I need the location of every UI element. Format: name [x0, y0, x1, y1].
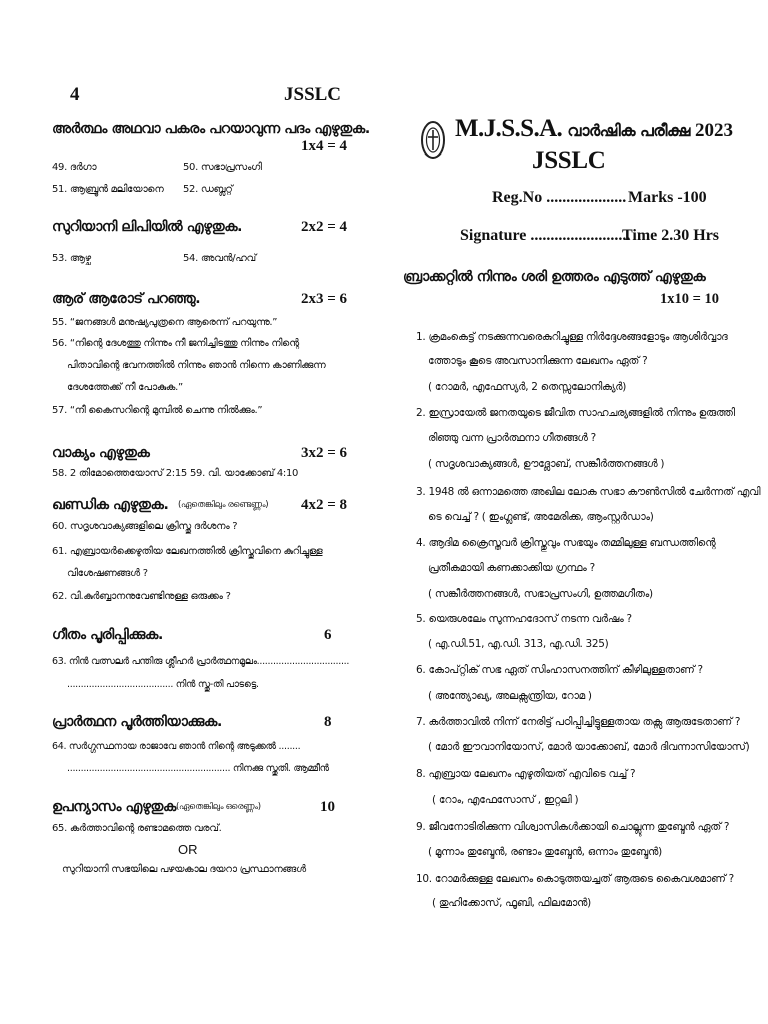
question-item: 62. വി.കുർബ്ബാനനുവേണ്ടിനുള്ള ഒരുക്കം ?	[52, 591, 231, 602]
question-line: പിതാവിന്റെ ഭവനത്തിൽ നിന്നും ഞാൻ നിന്നെ കാണിക്കുന്ന	[67, 360, 326, 371]
question-item: 56. “നിന്റെ ദേശത്തു നിന്നും നീ ജനിച്ചിടത്തു നിന്നും നിന്റെ	[52, 338, 299, 349]
question-line: ടെ വെച്ച് ? ( ഇംഗ്ലണ്ട്, അമേരിക്ക, ആംസ്റ്റർഡാം)	[428, 511, 654, 523]
section-heading-meanings: അർത്ഥം അഥവാ പകരം പറയാവുന്ന പദം എഴുതുക.	[52, 121, 370, 137]
section-marks: 10	[320, 799, 335, 815]
section-heading-who-said: ആര് ആരോട് പറഞ്ഞു.	[52, 291, 201, 307]
question-item: 60. സദൃശവാക്യങ്ങളിലെ ക്രിസ്തു ദർശനം ?	[52, 521, 238, 532]
answer-options: ( റോം, എഫേസോസ് , ഇറ്റലി )	[432, 794, 579, 806]
answer-options: ( എ.ഡി.51, എ.ഡി. 313, എ.ഡി. 325)	[428, 638, 609, 650]
section-heading-song: ഗീതം പൂരിപ്പിക്കുക.	[52, 627, 163, 643]
section-marks: 6	[324, 627, 332, 643]
section-marks: 2x2 = 4	[301, 219, 348, 235]
section-heading-verses: വാക്യം എഴുതുക	[52, 445, 150, 461]
question-item: 58. 2 തിമോത്തെയോസ് 2:15	[52, 468, 187, 479]
answer-options: ( അന്ത്യോഖ്യ, അലക്സന്ത്രിയ, റോമ )	[428, 690, 592, 702]
exam-org: M.J.S.S.A.	[455, 115, 563, 142]
section-heading-essay: ഉപന്യാസം എഴുതുക	[52, 799, 176, 815]
question-item: സുറിയാനി സഭയിലെ പഴയകാല ദയറാ പ്രസ്ഥാനങ്ങൾ	[62, 864, 306, 875]
question-item: 49. ദർഗാ	[52, 162, 97, 173]
section-marks: 4x2 = 8	[301, 497, 348, 513]
question-line: ....................................... നിൻ സ്തു-തി പാടട്ടെ.	[67, 679, 259, 690]
question-item: 54. അവൻ/ഹവ്	[183, 253, 256, 264]
question-item: 2. ഇസ്രായേൽ ജനതയുടെ ജീവിത സാഹചര്യങ്ങളിൽ നിന്നും ഉരുത്തി	[416, 407, 735, 419]
section-marks: 1x10 = 10	[660, 291, 720, 307]
question-line: വിശേഷണങ്ങൾ ?	[67, 568, 148, 579]
question-item: 9. ജീവനോടിരിക്കുന്ന വിശ്വാസികൾക്കായി ചൊല്ലുന്ന തുബ്ദേൻ ഏത് ?	[416, 821, 730, 833]
question-item: 6. കോപ്റ്റിക് സഭ ഏത് സിംഹാസനത്തിന് കീഴിലുള്ളതാണ് ?	[416, 664, 703, 676]
time-label: Time 2.30 Hrs	[622, 227, 720, 244]
question-item: 1. ക്രമംകെട്ട് നടക്കുന്നവരെകുറിച്ചുള്ള നിർദ്ദേശങ്ങളോടും ആശിർവ്വാദ	[416, 331, 728, 343]
section-marks: 2x3 = 6	[301, 291, 348, 307]
question-item: 55. “ജനങ്ങൾ മനുഷ്യപുത്രനെ ആരെന്ന് പറയുന്നു.”	[52, 317, 278, 328]
question-line: രിഞ്ഞു വന്ന പ്രാർത്ഥനാ ഗീതങ്ങൾ ?	[428, 432, 596, 444]
question-item: 50. സഭാപ്രസംഗി	[183, 162, 262, 173]
question-line: ............................................................ നിനക്കു സ്തുതി. ആമ്മീൻ	[67, 763, 329, 774]
section-marks: 3x2 = 6	[301, 445, 348, 461]
page-code: JSSLC	[284, 84, 342, 105]
question-item: 65. കർത്താവിന്റെ രണ്ടാമത്തെ വരവ്.	[52, 823, 222, 834]
question-item: 51. ആബ്രൂൻ മലിയോനെ	[52, 184, 164, 195]
question-item: 4. ആദിമ ക്രൈസ്തവർ ക്രിസ്തുവും സഭയും തമ്മിലുള്ള ബന്ധത്തിന്റെ	[416, 537, 716, 549]
section-note: (ഏതെങ്കിലും ഒരെണ്ണം)	[176, 802, 261, 812]
question-item: 63. നിൻ വത്സലർ പന്തിരു ശ്ലീഹർ പ്രാർത്ഥനമൂലം..................................	[52, 656, 350, 667]
exam-title	[455, 115, 733, 143]
question-line: പ്രതീകമായി കണക്കാക്കിയ ഗ്രന്ഥം ?	[428, 562, 595, 574]
question-item: 52. ഡബ്ലറ്റ്	[183, 184, 233, 195]
signature-field: Signature .........................	[460, 227, 631, 244]
section-heading-paragraph: ഖണ്ഡിക എഴുതുക.	[52, 497, 169, 513]
question-item: 5. യെരുശലേം സുന്നഹദോസ് നടന്ന വർഷം ?	[416, 613, 632, 625]
question-item: 8. എബ്രായ ലേഖനം എഴുതിയത് എവിടെ വച്ച് ?	[416, 768, 636, 780]
page-number: 4	[70, 84, 80, 105]
answer-options: ( റോമർ, എഫേസ്യർ, 2 തെസ്സലോനിക്യർ)	[428, 381, 627, 393]
question-item: 57. “നീ കൈസറിന്റെ മുമ്പിൽ ചെന്നു നിൽക്കും.”	[52, 405, 263, 416]
section-note: (ഏതെങ്കിലും രണ്ടെണ്ണം)	[178, 500, 269, 510]
question-line: ത്തോടും കൂടെ അവസാനിക്കുന്ന ലേഖനം ഏത് ?	[428, 355, 648, 367]
exam-year: 2023	[694, 120, 733, 141]
question-item: 61. എബ്രായർക്കെഴുതിയ ലേഖനത്തിൽ ക്രിസ്തുവിനെ കുറിച്ചുള്ള	[52, 546, 323, 557]
answer-options: ( മൂന്നാം തുബ്ദേൻ, രണ്ടാം തുബ്ദേൻ, ഒന്നാം തുബ്ദേൻ)	[428, 846, 662, 858]
answer-options: ( മോർ ഈവാനിയോസ്, മോർ യാക്കോബ്, മോർ ദിവന്നാസിയോസ്)	[428, 741, 750, 753]
exam-name: വാർഷിക പരീക്ഷ	[567, 121, 690, 140]
church-seal-icon	[420, 118, 446, 162]
reg-no-field: Reg.No ....................	[492, 189, 627, 206]
question-item: 7. കർത്താവിൽ നിന്ന് നേരിട്ട് പഠിപ്പിച്ചിട്ടുള്ളതായ തക്സ ആരുടേതാണ് ?	[416, 716, 741, 728]
answer-options: ( സദൃശവാക്യങ്ങൾ, ഊദ്ലോബ്, സങ്കീർത്തനങ്ങൾ )	[428, 458, 665, 470]
marks-total: Marks -100	[628, 189, 707, 206]
class-label: JSSLC	[532, 147, 606, 174]
section-heading-prayer: പ്രാർത്ഥന പൂർത്തിയാക്കുക.	[52, 714, 222, 730]
section-heading-syriac: സുറിയാനി ലിപിയിൽ എഴുതുക.	[52, 219, 243, 235]
question-line: ദേശത്തേക്ക് നീ പോകുക.”	[67, 382, 183, 393]
question-item: 3. 1948 ൽ ഒന്നാമത്തെ അഖില ലോക സഭാ കൗൺസിൽ ചേർന്നത് എവി	[416, 486, 761, 498]
answer-options: ( സങ്കീർത്തനങ്ങൾ, സഭാപ്രസംഗി, ഉത്തമഗീതം)	[428, 588, 653, 600]
section-marks: 8	[324, 714, 332, 730]
section-marks: 1x4 = 4	[301, 138, 348, 154]
question-item: 64. സർഗ്ഗസ്ഥനായ രാജാവേ ഞാൻ നിന്റെ അടുക്കൽ ........	[52, 741, 301, 752]
question-item: 10. റോമർക്കുള്ള ലേഖനം കൊടുത്തയച്ചത് ആരുടെ കൈവശമാണ് ?	[416, 873, 734, 885]
question-item: 53. ആഴ്ച	[52, 253, 91, 264]
or-label: OR	[178, 842, 198, 857]
section-heading-choose: ബ്രാക്കറ്റിൽ നിന്നും ശരി ഉത്തരം എടുത്ത് എഴുതുക	[403, 269, 706, 285]
answer-options: ( തുഹിക്കോസ്, ഫൂബി, ഫിലമോൻ)	[432, 897, 591, 909]
question-item: 59. വി. യാക്കോബ് 4:10	[190, 468, 299, 479]
